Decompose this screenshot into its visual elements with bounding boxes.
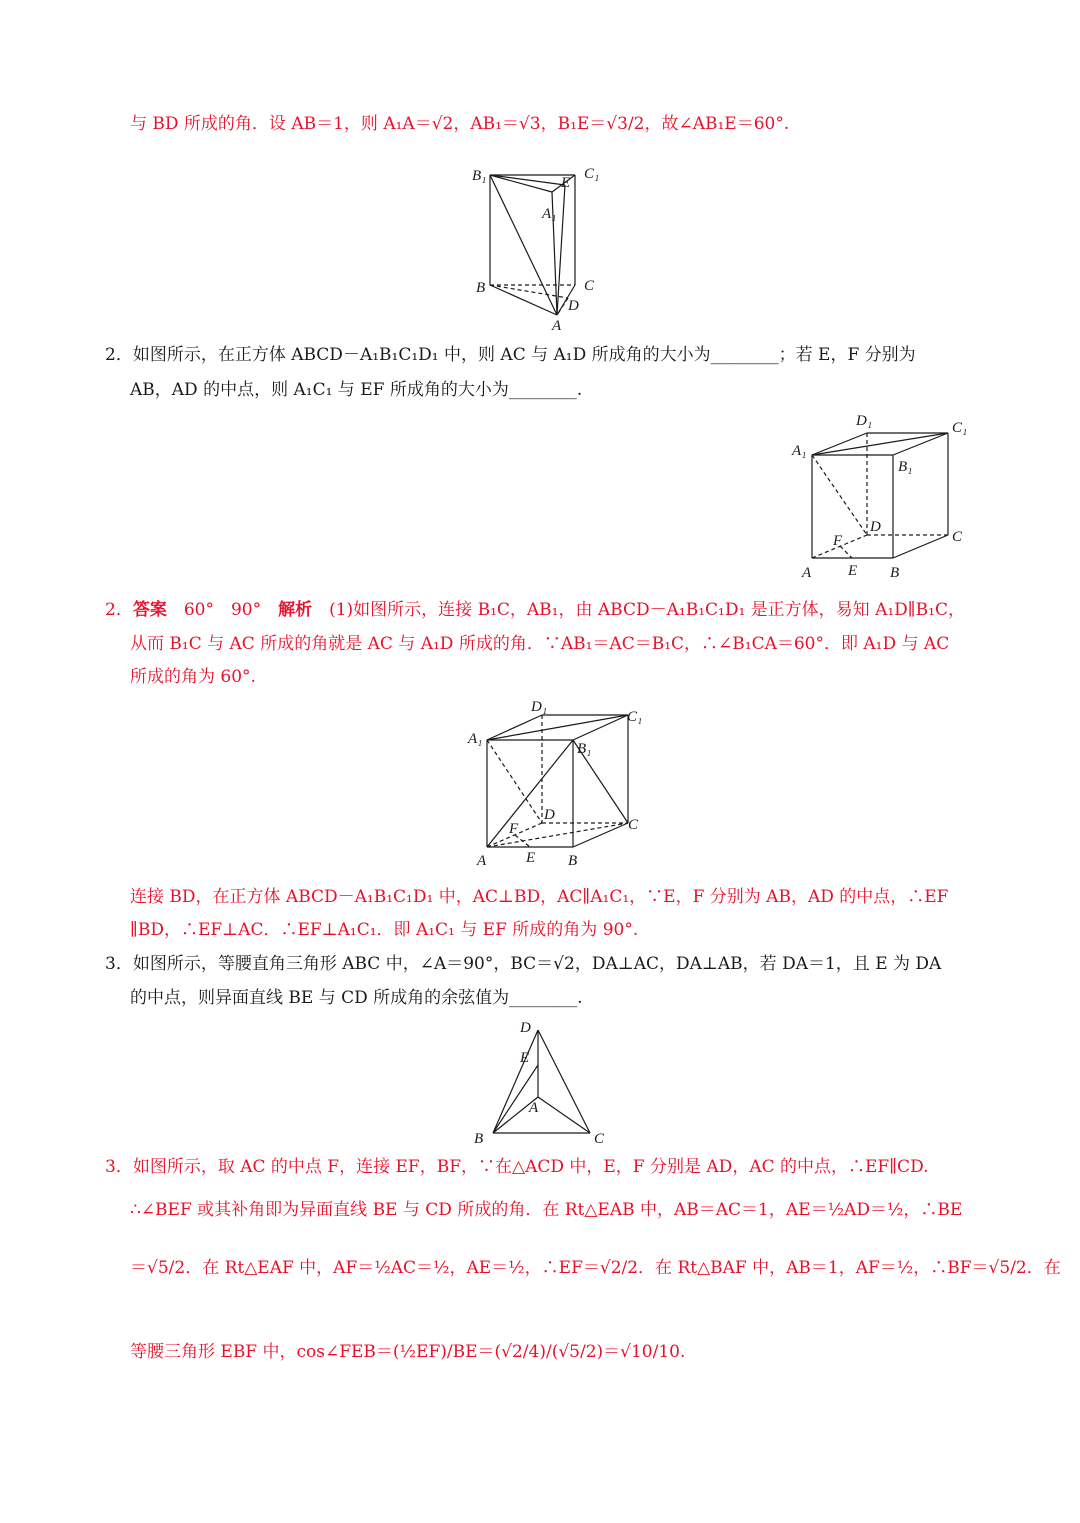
answer3-line4: 等腰三角形 EBF 中，cos∠FEB＝(½EF)/BE＝(√2/4)/(√5/2)＝√10/10.	[130, 1342, 686, 1362]
tetrahedron-figure	[470, 1015, 620, 1150]
label-a1: A₁	[542, 206, 557, 222]
label-b: B	[476, 280, 486, 296]
answer3-line1: 3．如图所示，取 AC 的中点 F，连接 EF，BF，∵在△ACD 中，E，F 分别是 AD，AC 的中点，∴EF∥CD.	[105, 1157, 929, 1177]
label-c1: C₁	[627, 709, 643, 725]
cube-figure-question	[790, 405, 980, 585]
label-e: E	[848, 563, 858, 579]
label-c1: C₁	[952, 420, 968, 436]
label-b1: B₁	[577, 741, 592, 757]
label-d: D	[520, 1020, 531, 1036]
answer3-line2: ∴∠BEF 或其补角即为异面直线 BE 与 CD 所成的角．在 Rt△EAB 中，AB＝AC＝1，AE＝½AD＝½，∴BE	[130, 1200, 963, 1220]
label-c1: C₁	[584, 166, 600, 182]
question3-line1: 3．如图所示，等腰直角三角形 ABC 中，∠A＝90°，BC＝√2，DA⊥AC，DA⊥AB，若 DA＝1，且 E 为 DA	[105, 954, 942, 974]
label-c: C	[584, 278, 595, 294]
question2-line2: AB，AD 的中点，则 A₁C₁ 与 EF 所成角的大小为________.	[130, 380, 583, 400]
label-a: A	[802, 565, 812, 581]
answer2-line5: ∥BD，∴EF⊥AC．∴EF⊥A₁C₁．即 A₁C₁ 与 EF 所成的角为 90°.	[130, 920, 639, 940]
answer3-line3: ＝√5/2．在 Rt△EAF 中，AF＝½AC＝½，AE＝½，∴EF＝√2/2．在 Rt△BAF 中，AB＝1，AF＝½，∴BF＝√5/2．在	[130, 1258, 1061, 1278]
label-c: C	[952, 529, 963, 545]
label-d: D	[568, 298, 579, 314]
label-c: C	[628, 817, 639, 833]
prism-figure	[460, 160, 620, 340]
solution1-last-line: 与 BD 所成的角．设 AB＝1，则 A₁A＝√2，AB₁＝√3，B₁E＝√3/2，故∠AB₁E＝60°.	[130, 114, 790, 134]
label-a1: A₁	[468, 731, 483, 747]
answer2-line3: 所成的角为 60°.	[130, 667, 256, 687]
answer2-line1	[105, 598, 965, 622]
answer-label: 答案	[132, 600, 167, 620]
label-a: A	[529, 1100, 539, 1116]
label-a: A	[552, 318, 562, 334]
label-d1: D₁	[531, 699, 548, 715]
label-b1: B₁	[898, 459, 913, 475]
answer2-line4: 连接 BD，在正方体 ABCD－A₁B₁C₁D₁ 中，AC⊥BD，AC∥A₁C₁，∵E，F 分别为 AB，AD 的中点，∴EF	[130, 887, 949, 907]
answer2-number: 2．	[105, 600, 133, 620]
label-d: D	[544, 807, 555, 823]
label-e: E	[526, 850, 536, 866]
answer-values: 60° 90°	[183, 600, 262, 620]
label-f: F	[833, 533, 843, 549]
label-b: B	[568, 853, 578, 869]
question2-line1: 2．如图所示，在正方体 ABCD－A₁B₁C₁D₁ 中，则 AC 与 A₁D 所成角的大小为________；若 E，F 分别为	[105, 345, 916, 365]
label-a: A	[477, 853, 487, 869]
label-d1: D₁	[856, 413, 873, 429]
question3-line2: 的中点，则异面直线 BE 与 CD 所成角的余弦值为________.	[130, 988, 583, 1008]
label-c: C	[594, 1131, 605, 1147]
analysis-label: 解析	[278, 600, 313, 620]
label-f: F	[509, 821, 519, 837]
label-b: B	[890, 565, 900, 581]
cube-figure-solution	[465, 695, 655, 875]
label-e: E	[561, 175, 571, 191]
label-d: D	[870, 519, 881, 535]
label-b1: B₁	[472, 168, 487, 184]
answer2-text1: (1)如图所示，连接 B₁C，AB₁，由 ABCD－A₁B₁C₁D₁ 是正方体，易知 A₁D∥B₁C，	[329, 600, 965, 620]
answer2-line2: 从而 B₁C 与 AC 所成的角就是 AC 与 A₁D 所成的角．∵AB₁＝AC＝B₁C，∴∠B₁CA＝60°．即 A₁D 与 AC	[130, 634, 950, 654]
label-a1: A₁	[792, 443, 807, 459]
label-e: E	[520, 1050, 530, 1066]
label-b: B	[474, 1131, 484, 1147]
